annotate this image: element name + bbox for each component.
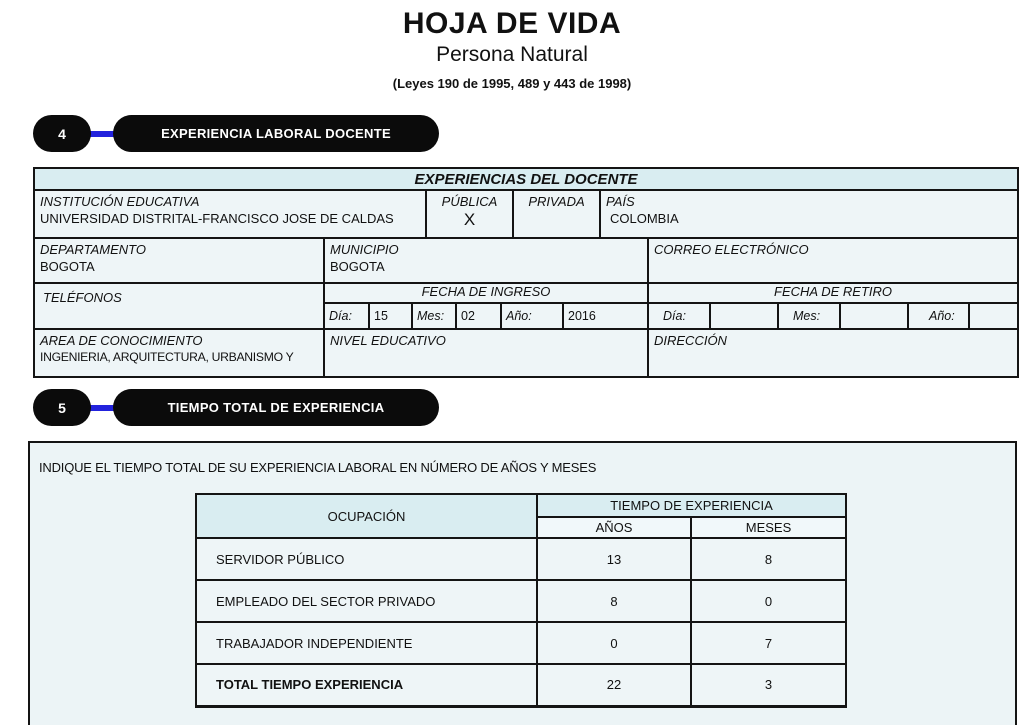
departamento-label: DEPARTAMENTO: [40, 242, 146, 257]
page-laws-note: (Leyes 190 de 1995, 489 y 443 de 1998): [392, 76, 632, 91]
table-row-servidor-publico: [196, 538, 846, 580]
departamento-value: BOGOTA: [40, 259, 95, 274]
total-anos-value: 22: [537, 664, 691, 706]
retiro-dia-label: Día:: [649, 304, 711, 328]
publica-label: PÚBLICA: [441, 194, 498, 209]
fecha-retiro-header: FECHA DE RETIRO: [648, 283, 1018, 303]
badge-connector-line: [88, 131, 116, 137]
tiempo-total-box: [28, 441, 1017, 725]
privada-cell: [513, 190, 600, 238]
ingreso-ano-value: 2016: [568, 309, 596, 323]
section-4-badge: [33, 115, 1024, 152]
section-4-number: 4: [33, 115, 91, 152]
anos-value: 0: [537, 622, 691, 664]
page-subtitle: Persona Natural: [436, 43, 588, 66]
direccion-cell: [648, 329, 1018, 377]
area-value: INGENIERIA, ARQUITECTURA, URBANISMO Y: [40, 350, 294, 364]
ocupacion-value: TRABAJADOR INDEPENDIENTE: [196, 622, 537, 664]
retiro-ano-value: [970, 304, 1017, 328]
ingreso-ano-label: Año:: [502, 304, 564, 328]
publica-cell: [426, 190, 513, 238]
municipio-label: MUNICIPIO: [330, 242, 399, 257]
retiro-dia-value: [711, 304, 779, 328]
col-header-tiempo-experiencia: TIEMPO DE EXPERIENCIA: [537, 494, 846, 517]
col-header-ocupacion: OCUPACIÓN: [196, 494, 537, 538]
telefonos-cell: [34, 283, 324, 329]
section-5-title: TIEMPO TOTAL DE EXPERIENCIA: [113, 389, 439, 426]
privada-label: PRIVADA: [528, 194, 585, 209]
total-label: TOTAL TIEMPO EXPERIENCIA: [196, 664, 537, 706]
institucion-label: INSTITUCIÓN EDUCATIVA: [40, 194, 200, 209]
ingreso-mes-label: Mes:: [413, 304, 457, 328]
telefonos-label: TELÉFONOS: [43, 290, 122, 305]
section-4-title: EXPERIENCIA LABORAL DOCENTE: [113, 115, 439, 152]
nivel-label: NIVEL EDUCATIVO: [330, 333, 446, 348]
ingreso-mes-value: 02: [457, 304, 502, 328]
fecha-ingreso-cells: [324, 303, 648, 329]
departamento-cell: [34, 238, 324, 283]
direccion-label: DIRECCIÓN: [654, 333, 727, 348]
fecha-retiro-cells: [648, 303, 1018, 329]
section-5-badge: [33, 389, 1024, 426]
retiro-mes-label: Mes:: [779, 304, 841, 328]
municipio-value: BOGOTA: [330, 259, 385, 274]
ingreso-dia-value: 15: [370, 304, 413, 328]
page-title: HOJA DE VIDA: [402, 7, 622, 40]
pais-cell: [600, 190, 1018, 238]
ocupacion-value: EMPLEADO DEL SECTOR PRIVADO: [196, 580, 537, 622]
docente-table-title: EXPERIENCIAS DEL DOCENTE: [34, 168, 1018, 190]
ocupacion-value: SERVIDOR PÚBLICO: [196, 538, 537, 580]
table-row-trabajador-independiente: [196, 622, 846, 664]
badge-connector-line: [88, 405, 116, 411]
experiencias-docente-table: [33, 167, 1019, 378]
meses-value: 8: [691, 538, 846, 580]
area-conocimiento-cell: [34, 329, 324, 377]
section-5-number: 5: [33, 389, 91, 426]
institucion-value: UNIVERSIDAD DISTRITAL-FRANCISCO JOSE DE CALDAS: [40, 211, 394, 226]
anos-value: 13: [537, 538, 691, 580]
total-meses-value: 3: [691, 664, 846, 706]
meses-value: 0: [691, 580, 846, 622]
anos-value: 8: [537, 580, 691, 622]
retiro-mes-value: [841, 304, 909, 328]
institucion-educativa-cell: [34, 190, 426, 238]
table-row-empleado-privado: [196, 580, 846, 622]
col-header-anos: AÑOS: [537, 517, 691, 538]
correo-label: CORREO ELECTRÓNICO: [654, 242, 809, 257]
fecha-ingreso-header: FECHA DE INGRESO: [324, 283, 648, 303]
tiempo-experiencia-table: [195, 493, 847, 708]
pais-value: COLOMBIA: [610, 211, 679, 226]
retiro-ano-label: Año:: [909, 304, 970, 328]
nivel-educativo-cell: [324, 329, 648, 377]
correo-electronico-cell: [648, 238, 1018, 283]
municipio-cell: [324, 238, 648, 283]
tiempo-instruction: INDIQUE EL TIEMPO TOTAL DE SU EXPERIENCIA LABORAL EN NÚMERO DE AÑOS Y MESES: [39, 460, 597, 475]
area-label: AREA DE CONOCIMIENTO: [40, 333, 203, 348]
meses-value: 7: [691, 622, 846, 664]
document-header: [0, 0, 1024, 91]
col-header-meses: MESES: [691, 517, 846, 538]
pais-label: PAÍS: [606, 194, 635, 209]
ingreso-dia-label: Día:: [325, 304, 370, 328]
table-row-total: [196, 664, 846, 706]
publica-checkmark: X: [463, 210, 476, 229]
